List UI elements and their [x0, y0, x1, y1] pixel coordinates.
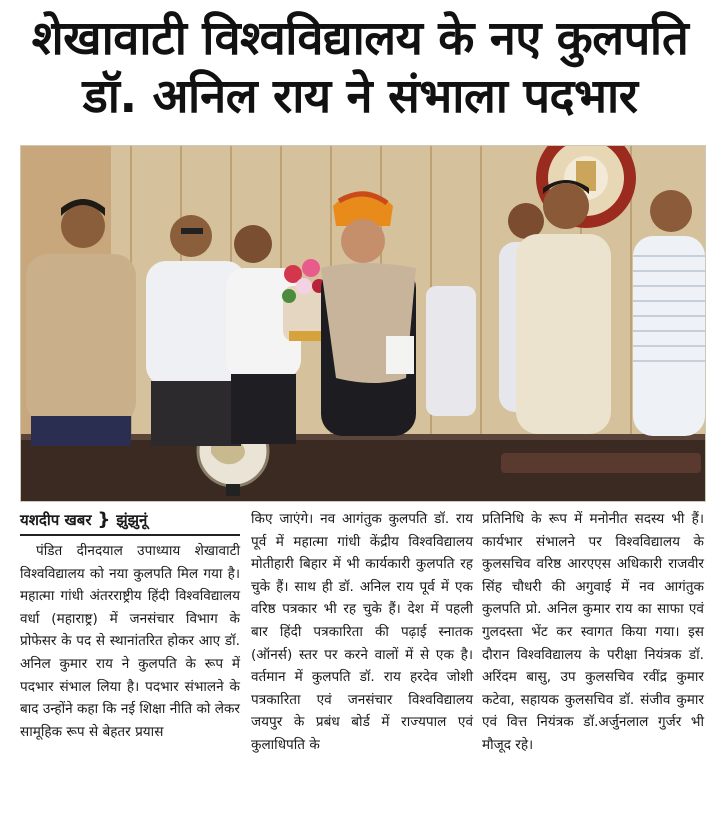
headline — [0, 10, 720, 126]
news-photo — [20, 145, 706, 502]
headline-line-2: डॉ. अनिल राय ने संभाला पदभार — [82, 69, 638, 124]
byline-separator: } — [97, 509, 111, 530]
article-text-col1: पंडित दीनदयाल उपाध्याय शेखावाटी विश्वविद्यालय को नया कुलपति मिल गया है। महात्मा गांधी अंतरराष्ट्रीय हिंदी विश्वविद्यालय वर्धा (महाराष्ट्र) में जनसंचार विभाग के प्रोफेसर के पद से स्थानांतरित होकर आए डॉ. अनिल कुमार राय ने कुलपति के रूप में पदभार संभाल लिया है। पदभार संभालने के बाद उन्होंने कहा कि नई शिक्षा नीति को लेकर सामूहिक रूप से बेहतर प्रयास — [20, 543, 240, 740]
article-column-3 — [482, 508, 704, 757]
byline-source: यशदीप खबर — [20, 511, 92, 529]
article-text-col3: प्रतिनिधि के रूप में मनोनीत सदस्य भी हैं। कार्यभार संभालने पर विश्वविद्यालय के कुलसचिव वरिष्ठ आरएएस अधिकारी राजवीर सिंह चौधरी की अगुवाई में नव आगंतुक कुलपति प्रो. अनिल कुमार राय का साफा एवं गुलदस्ता भेंट कर स्वागत किया गया। इस दौरान विश्वविद्यालय के परीक्षा नियंत्रक डॉ. अरिंदम बासु, उप कुलसचिव रवींद्र कुमार कटेवा, सहायक कुलसचिव डॉ. संजीव कुमार एवं वित्त नियंत्रक डॉ.अर्जुनलाल गुर्जर भी मौजूद रहे। — [482, 511, 704, 753]
byline-place: झुंझुनूं — [116, 511, 148, 529]
headline-line-1: शेखावाटी विश्वविद्यालय के नए कुलपति — [31, 11, 689, 66]
article-column-1 — [20, 508, 240, 743]
photo-illustration — [21, 146, 705, 501]
article-column-2 — [251, 508, 473, 757]
byline — [20, 508, 240, 536]
article-text-col2: किए जाएंगे। नव आगंतुक कुलपति डॉ. राय पूर्व में महात्मा गांधी केंद्रीय विश्वविद्यालय मोतीहारी बिहार में भी कार्यकारी कुलपति रह चुके हैं। साथ ही डॉ. अनिल राय पूर्व में एक वरिष्ठ पत्रकार भी रह चुके हैं। देश में पहली बार हिंदी पत्रकारिता की पढ़ाई स्नातक (ऑनर्स) स्तर पर करने वालों में से एक है। वर्तमान में कुलपति डॉ. राय हरदेव जोशी पत्रकारिता एवं जनसंचार विश्वविद्यालय जयपुर के प्रबंध बोर्ड में राज्यपाल एवं कुलाधिपति के — [251, 511, 473, 753]
article-body — [20, 508, 704, 820]
